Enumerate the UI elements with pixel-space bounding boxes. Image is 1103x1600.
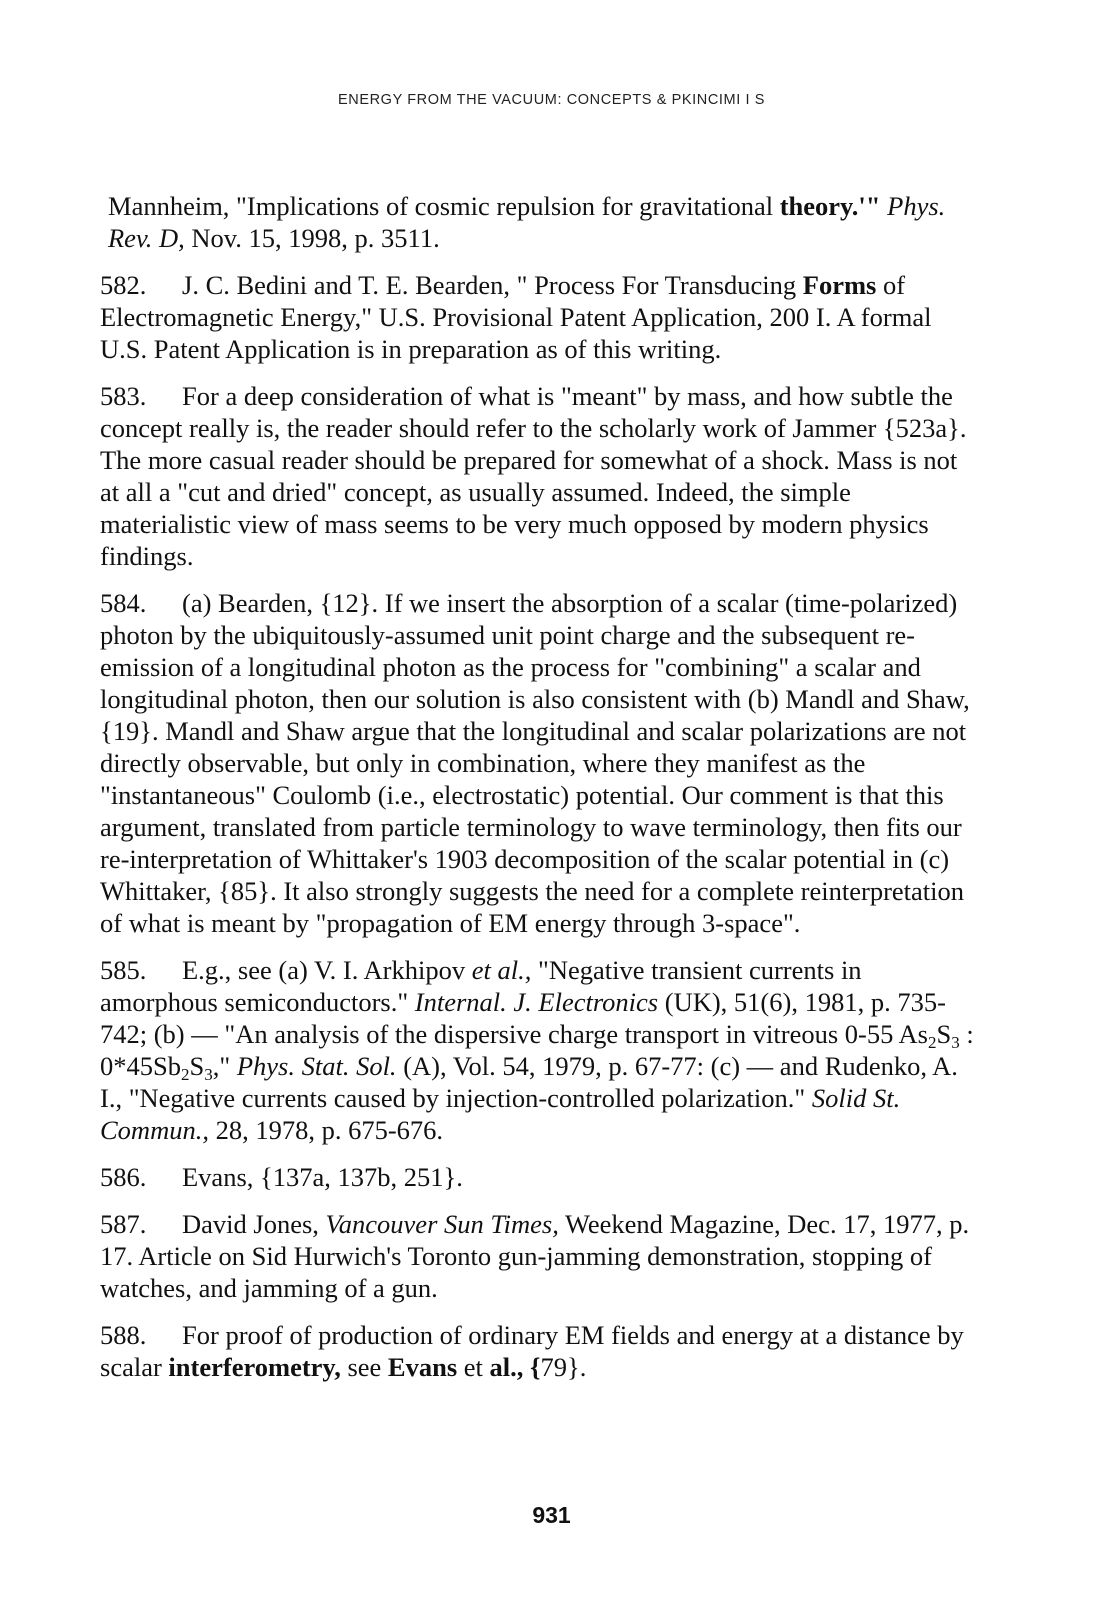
footnote-paragraph	[100, 1319, 980, 1383]
italic-text: Solid St. Commun.,	[100, 1083, 901, 1145]
text-run: Evans, {137a, 137b, 251}.	[182, 1162, 463, 1192]
text-run: Weekend Magazine, Dec. 17, 1977, p. 17. Article on Sid Hurwich's Toronto gun-jamming demonstration, stopping of watches, and jamming of a gun.	[100, 1209, 970, 1303]
bold-text: {	[530, 1352, 541, 1382]
text-run: 79}.	[540, 1352, 587, 1382]
footnote-text	[182, 1162, 463, 1192]
footnote-paragraph	[100, 1208, 980, 1304]
text-run: et	[457, 1352, 490, 1382]
italic-text: Internal. J. Electronics	[414, 987, 659, 1017]
text-run: (a) Bearden, {12}. If we insert the absorption of a scalar (time-polarized) photon by the ubiquitously-assumed unit point charge and the subsequent re-emission of a longitudinal photon as the process for "combining" a scalar and longitudinal photon, then our solution is also consistent with (b) Mandl and Shaw, {19}. Mandl and Shaw argue that the longitudinal and scalar polarizations are not directly observable, but only in combination, where they manifest as the "instantaneous" Coulomb (i.e., electrostatic) potential. Our comment is that this argument, translated from particle terminology to wave terminology, then fits our re-interpretation of Whittaker's 1903 decomposition of the scalar potential in (c) Whittaker, {85}. It also strongly suggests the need for a complete reinterpretation of what is meant by "propagation of EM energy through 3-space".	[100, 588, 970, 938]
text-run: (UK), 51(6), 1981, p. 735-742; (b) — "An analysis of the dispersive charge transport in vitreous 0-55 As	[100, 987, 946, 1049]
bold-text: al.,	[489, 1352, 524, 1382]
footnote-number: 588.	[100, 1320, 147, 1350]
text-run: For a deep consideration of what is "meant" by mass, and how subtle the concept really is, the reader should refer to the scholarly work of Jammer {523a}. The more casual reader should be prepared for somewhat of a shock. Mass is not at all a "cut and dried" concept, as usually assumed. Indeed, the simple materialistic view of mass seems to be very much opposed by modern physics findings.	[100, 381, 967, 571]
footnote-text	[100, 1320, 964, 1382]
footnote-text	[100, 381, 967, 571]
bold-text: interferometry,	[168, 1352, 341, 1382]
footnote-paragraph	[108, 190, 980, 254]
footnote-text	[100, 1209, 969, 1303]
footnotes-list	[100, 190, 980, 1398]
subscript: 2	[928, 1033, 937, 1052]
text-run: : 0*45Sb	[100, 1019, 974, 1081]
footnote-paragraph	[100, 380, 980, 572]
text-run: ,"	[212, 1051, 237, 1081]
subscript: 3	[951, 1033, 960, 1052]
footnote-paragraph	[100, 269, 980, 365]
footnote-paragraph	[100, 587, 980, 939]
italic-text: Phys. Rev. D,	[108, 191, 946, 253]
footnote-number: 582.	[100, 270, 147, 300]
subscript: 3	[204, 1065, 213, 1084]
bold-text: Forms	[802, 270, 877, 300]
bold-text: Evans	[387, 1352, 458, 1382]
text-run: S	[189, 1051, 205, 1081]
footnote-text	[100, 588, 970, 938]
text-run: of Electromagnetic Energy," U.S. Provisional Patent Application, 200 I. A formal U.S. Patent Application is in preparation as of this writing.	[100, 270, 932, 364]
bold-text: theory.'"	[779, 191, 881, 221]
footnote-text	[100, 270, 931, 364]
text-run: E.g., see (a) V. I. Arkhipov	[182, 955, 472, 985]
text-run: For proof of production of ordinary EM fields and energy at a distance by scalar	[100, 1320, 964, 1382]
footnote-number: 585.	[100, 955, 147, 985]
text-run: "Negative transient currents in amorphous semiconductors."	[100, 955, 862, 1017]
text-run: Nov. 15, 1998, p. 3511.	[184, 223, 440, 253]
italic-text: et al.,	[471, 955, 532, 985]
running-header: ENERGY FROM THE VACUUM: CONCEPTS & PKINCIMI I S	[338, 92, 765, 108]
text-run: Mannheim, "Implications of cosmic repulsion for gravitational	[108, 191, 780, 221]
italic-text: Phys. Stat. Sol.	[236, 1051, 397, 1081]
italic-text: Vancouver Sun Times,	[325, 1209, 559, 1239]
text-run: S	[936, 1019, 952, 1049]
subscript: 2	[181, 1065, 190, 1084]
footnote-number: 583.	[100, 381, 147, 411]
text-run: 28, 1978, p. 675-676.	[208, 1115, 444, 1145]
text-run: (A), Vol. 54, 1979, p. 67-77: (c) — and Rudenko, A. I., "Negative currents caused by injection-controlled polarization."	[100, 1051, 958, 1113]
footnote-paragraph	[100, 1161, 980, 1193]
footnote-number: 584.	[100, 588, 147, 618]
text-run: J. C. Bedini and T. E. Bearden, " Process For Transducing	[182, 270, 803, 300]
text-run: David Jones,	[182, 1209, 326, 1239]
footnote-text	[108, 191, 945, 253]
footnote-number: 586.	[100, 1162, 147, 1192]
footnote-text	[100, 955, 974, 1145]
page-number: 931	[532, 1502, 571, 1528]
text-run: see	[340, 1352, 388, 1382]
footnote-number: 587.	[100, 1209, 147, 1239]
footnote-paragraph	[100, 954, 980, 1146]
